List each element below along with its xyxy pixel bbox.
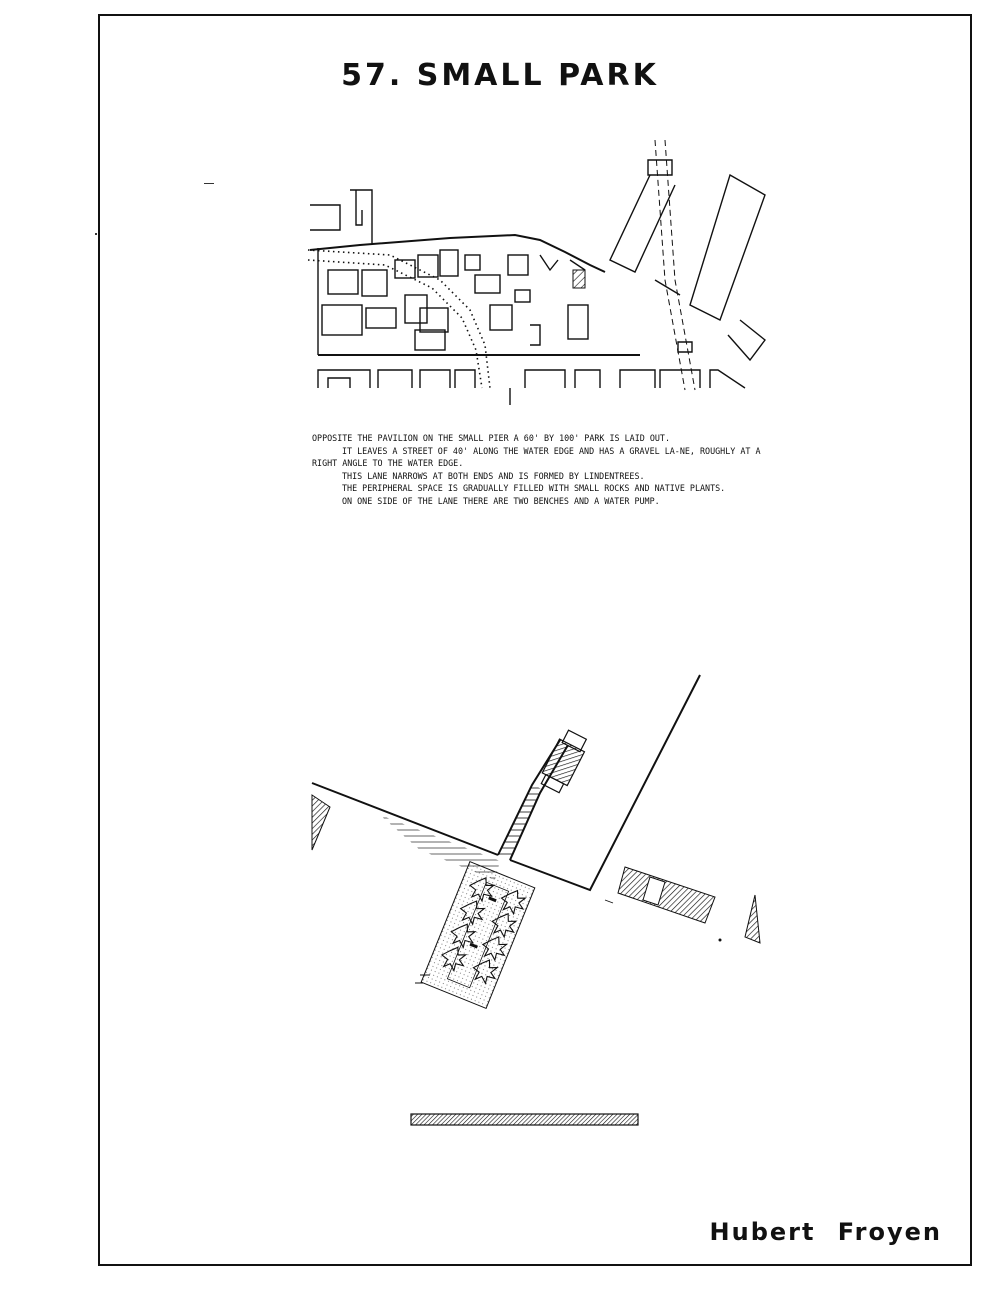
description-line: OPPOSITE THE PAVILION ON THE SMALL PIER A 60' BY 100' PARK IS LAID OUT. — [312, 433, 670, 443]
description-line: THE PERIPHERAL SPACE IS GRADUALLY FILLED WITH SMALL ROCKS AND NATIVE PLANTS. — [342, 483, 726, 493]
scan-mark — [95, 233, 97, 235]
park-detail-plan — [300, 665, 780, 1005]
description-text — [312, 432, 762, 507]
author-name: Hubert Froyen — [709, 1218, 942, 1246]
description-line: ON ONE SIDE OF THE LANE THERE ARE TWO BENCHES AND A WATER PUMP. — [342, 495, 660, 506]
scan-mark — [204, 183, 214, 184]
scale-bar — [410, 1113, 640, 1127]
description-line: IT LEAVES A STREET OF 40' ALONG THE WATER EDGE AND HAS A GRAVEL LA-NE, ROUGHLY AT A RIGHT ANGLE TO THE WATER EDGE. — [312, 445, 761, 468]
site-plan-map — [300, 130, 770, 415]
description-line: THIS LANE NARROWS AT BOTH ENDS AND IS FORMED BY LINDENTREES. — [342, 470, 645, 481]
page-title: 57. SMALL PARK — [341, 58, 659, 93]
